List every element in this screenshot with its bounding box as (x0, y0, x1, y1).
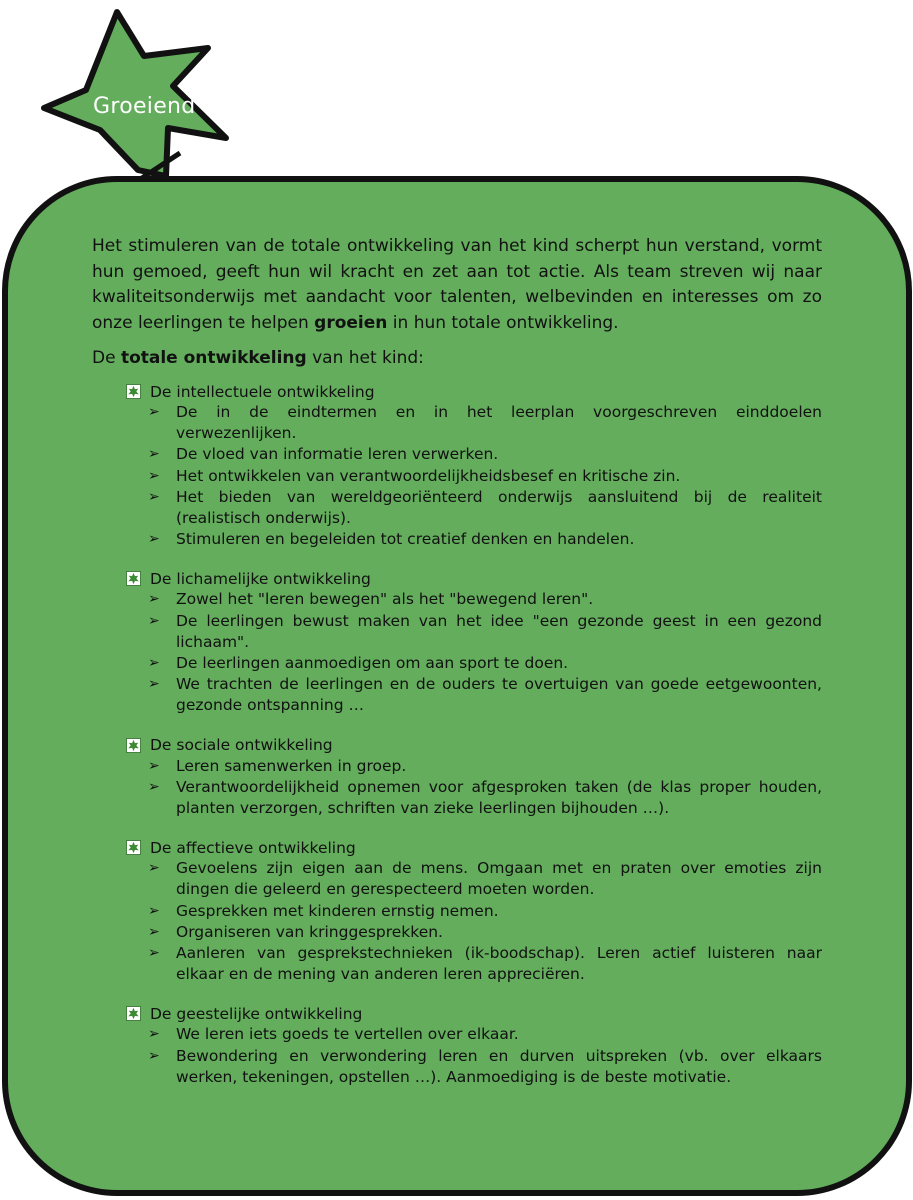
list-item (126, 1024, 822, 1045)
arrow-bullet-icon: ➢ (148, 404, 160, 420)
list-item-text: Leren samenwerken in groep. (176, 756, 407, 775)
list-item (126, 922, 822, 943)
list-item-text: Gevoelens zijn eigen aan de mens. Omgaan met en praten over emoties zijn dingen die geleerd en gerespecteerd moeten worden. (176, 859, 822, 899)
list-item (126, 653, 822, 674)
list-item-text: De in de eindtermen en in het leerplan voorgeschreven einddoelen verwezenlijken. (176, 403, 822, 443)
list-item-text: Bewondering en verwondering leren en durven uitspreken (vb. over elkaars werken, tekeningen, opstellen …). Aanmoediging is de beste motivatie. (176, 1046, 822, 1086)
list-item (126, 901, 822, 922)
leaf-bullet-icon (126, 738, 141, 753)
arrow-bullet-icon: ➢ (148, 757, 160, 774)
leaf-bullet-icon (126, 1006, 141, 1021)
section-heading (126, 735, 822, 756)
list-item-text: Stimuleren en begeleiden tot creatief denken en handelen. (176, 530, 635, 549)
list-item (126, 1046, 822, 1088)
section-heading (126, 837, 822, 858)
list-item (126, 487, 822, 529)
arrow-bullet-icon: ➢ (148, 531, 160, 548)
section (126, 568, 822, 716)
list-item-text: De leerlingen bewust maken van het idee "een gezonde geest in een gezond lichaam". (176, 611, 822, 651)
list-item-text: We leren iets goeds te vertellen over elkaar. (176, 1025, 519, 1044)
list-item-text: Organiseren van kringgesprekken. (176, 922, 443, 941)
list-item (126, 756, 822, 777)
section-list (92, 381, 822, 1088)
arrow-bullet-icon: ➢ (148, 467, 160, 484)
arrow-bullet-icon: ➢ (148, 591, 160, 608)
arrow-bullet-icon: ➢ (148, 945, 160, 962)
list-item-text: De leerlingen aanmoedigen om aan sport te doen. (176, 654, 569, 673)
section (126, 1003, 822, 1088)
list-item (126, 858, 822, 900)
arrow-bullet-icon: ➢ (148, 676, 160, 693)
section (126, 381, 822, 550)
content-body (92, 234, 822, 1106)
section-title: De affectieve ontwikkeling (150, 838, 356, 857)
list-item (126, 466, 822, 487)
arrow-bullet-icon: ➢ (148, 923, 160, 940)
section (126, 735, 822, 820)
arrow-bullet-icon: ➢ (148, 902, 160, 919)
section-heading (126, 568, 822, 589)
list-item-text: De vloed van informatie leren verwerken. (176, 445, 499, 464)
list-item-text: Zowel het "leren bewegen" als het "bewegend leren". (176, 590, 594, 609)
section-heading (126, 381, 822, 402)
arrow-bullet-icon: ➢ (148, 1047, 160, 1064)
list-item-text: Het bieden van wereldgeoriënteerd onderwijs aansluitend bij de realiteit (realistisch onderwijs). (176, 487, 822, 528)
list-item-text: Aanleren van gesprekstechnieken (ik-boodschap). Leren actief luisteren naar elkaar en de mening van anderen leren appreciëren. (176, 944, 822, 984)
arrow-bullet-icon: ➢ (148, 446, 160, 463)
section-title: De geestelijke ontwikkeling (150, 1004, 363, 1023)
list-item (126, 777, 822, 819)
list-item (126, 589, 822, 610)
section-heading (126, 1003, 822, 1024)
section (126, 837, 822, 985)
leaf-bullet-icon (126, 571, 141, 586)
list-item-text: Het ontwikkelen van verantwoordelijkheidsbesef en kritische zin. (176, 466, 681, 485)
arrow-bullet-icon: ➢ (148, 655, 160, 672)
arrow-bullet-icon: ➢ (148, 1026, 160, 1043)
leaf-bullet-icon (126, 384, 141, 399)
list-item (126, 529, 822, 550)
lead-line: De totale ontwikkeling van het kind: (92, 348, 424, 368)
section-title: De lichamelijke ontwikkeling (150, 569, 371, 588)
list-item (126, 444, 822, 465)
section-title: De sociale ontwikkeling (150, 736, 333, 755)
page-title: Groeiend (93, 94, 196, 119)
list-item (126, 402, 822, 444)
list-item (126, 943, 822, 985)
list-item (126, 674, 822, 716)
section-title: De intellectuele ontwikkeling (150, 382, 375, 401)
arrow-bullet-icon: ➢ (148, 778, 160, 795)
arrow-bullet-icon: ➢ (148, 488, 160, 505)
leaf-bullet-icon (126, 840, 141, 855)
arrow-bullet-icon: ➢ (148, 612, 160, 629)
list-item-text: Gesprekken met kinderen ernstig nemen. (176, 901, 499, 920)
arrow-bullet-icon: ➢ (148, 860, 160, 877)
intro-paragraph: Het stimuleren van de totale ontwikkeling van het kind scherpt hun verstand, vormt hun gemoed, geeft hun wil kracht en zet aan tot actie. Als team streven wij naar kwaliteitsonderwijs met aandacht voor talenten, welbevinden en interesses om zo onze leerlingen te helpen groeien in hun totale ontwikkeling. (92, 236, 822, 333)
list-item-text: We trachten de leerlingen en de ouders te overtuigen van goede eetgewoonten, gezonde ontspanning … (176, 675, 822, 715)
list-item-text: Verantwoordelijkheid opnemen voor afgesproken taken (de klas proper houden, planten verzorgen, schriften van zieke leerlingen bijhouden …). (176, 777, 822, 818)
list-item (126, 611, 822, 653)
